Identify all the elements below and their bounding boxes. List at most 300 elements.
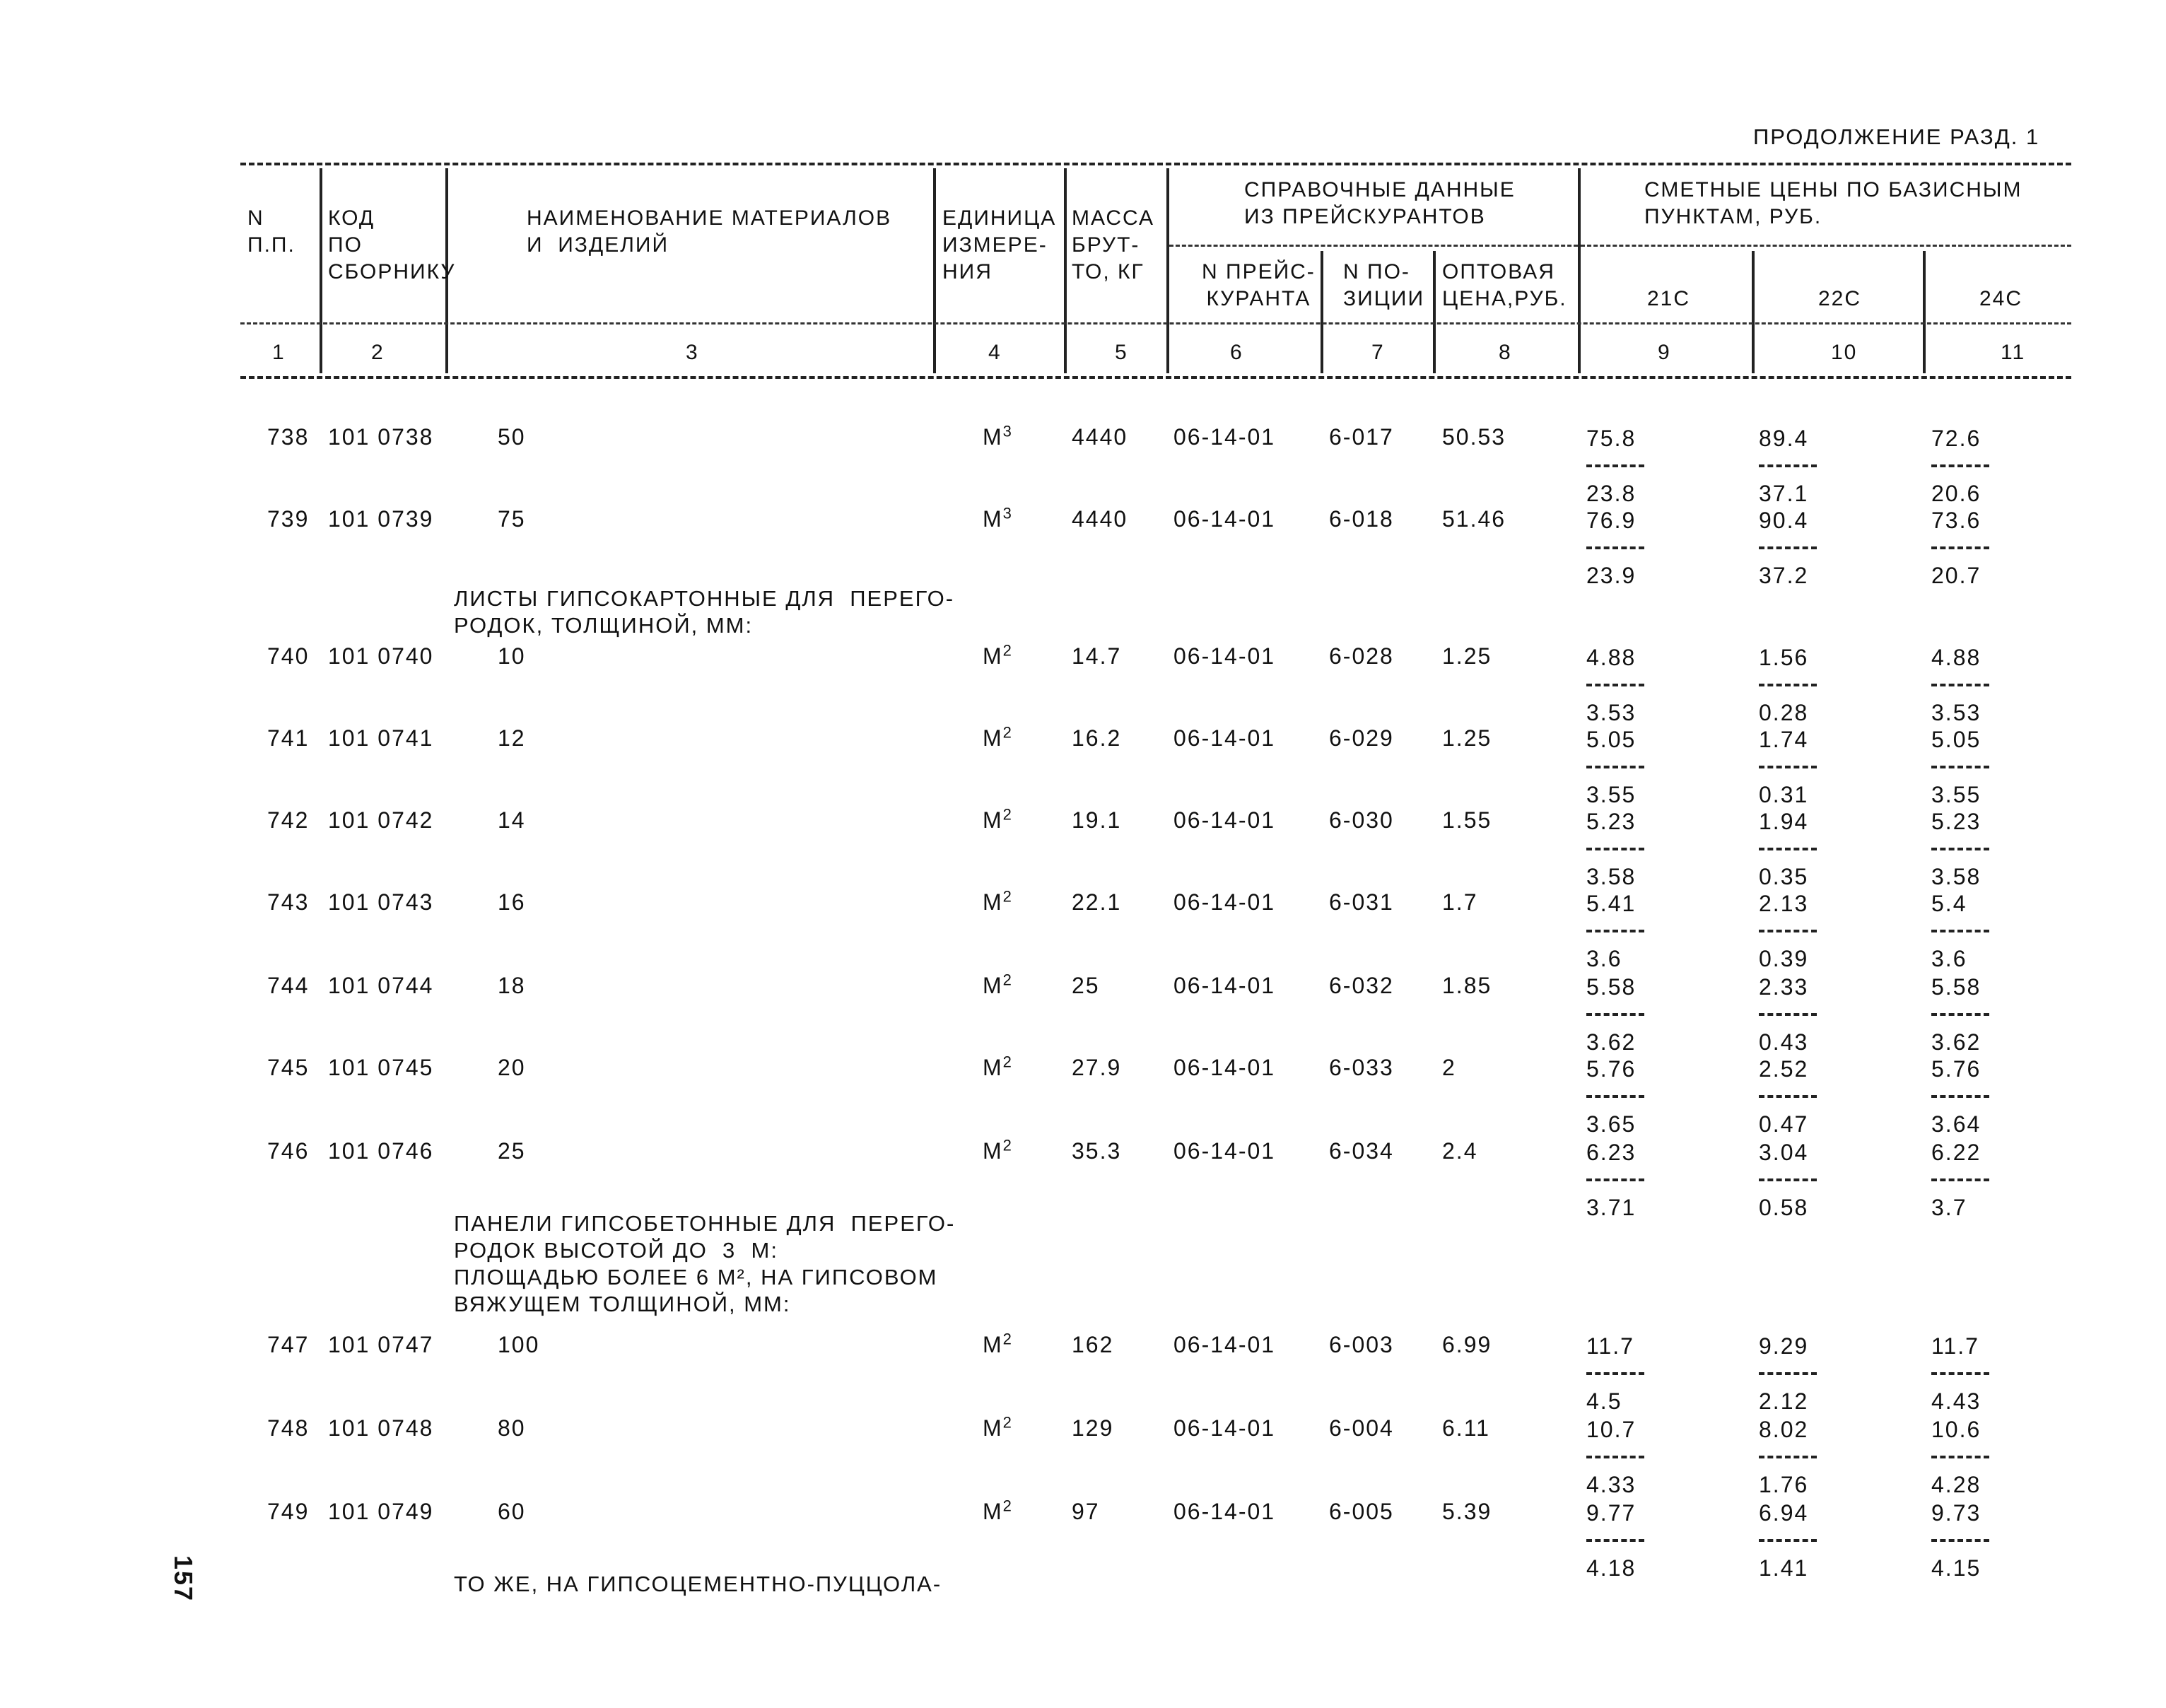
row-price-24c	[1931, 1055, 1995, 1138]
row-mass: 162	[1072, 1332, 1114, 1357]
table-row	[0, 805, 2166, 889]
row-wholesale-price: 5.39	[1442, 1499, 1492, 1524]
row-price-22c	[1759, 1055, 1822, 1138]
fraction-bar	[1586, 546, 1644, 549]
row-number: 744	[267, 973, 310, 998]
row-price-24c	[1931, 424, 1995, 508]
row-mass: 4440	[1072, 506, 1128, 532]
fraction-bar	[1759, 1095, 1817, 1098]
row-mass: 16.2	[1072, 725, 1122, 751]
unit-base: М	[983, 506, 1003, 532]
row-mass: 97	[1072, 1499, 1100, 1524]
section-heading-same-pozzolan: ТО ЖЕ, НА ГИПСОЦЕМЕНТНО-ПУЦЦОЛА-	[454, 1572, 942, 1596]
row-pricelist: 06-14-01	[1173, 1138, 1276, 1164]
row-price-22c	[1759, 725, 1822, 809]
row-price-21c	[1586, 1415, 1650, 1499]
row-position: 6-028	[1329, 643, 1394, 669]
row-mass: 27.9	[1072, 1055, 1122, 1080]
row-pricelist: 06-14-01	[1173, 1055, 1276, 1080]
price-transport: 23.8	[1586, 481, 1637, 506]
fraction-bar	[1931, 1013, 1989, 1016]
price-total: 2.13	[1759, 891, 1809, 916]
fraction-bar	[1586, 766, 1644, 768]
col-number-4: 4	[988, 341, 1002, 364]
price-transport: 4.15	[1931, 1555, 1981, 1581]
unit-exponent: 2	[1002, 641, 1013, 660]
row-number: 743	[267, 889, 310, 915]
price-total: 89.4	[1759, 426, 1809, 451]
row-unit	[983, 1332, 1013, 1358]
price-transport: 20.7	[1931, 563, 1981, 588]
price-total: 5.58	[1586, 974, 1637, 1000]
price-total: 5.76	[1931, 1056, 1981, 1082]
row-position: 6-005	[1329, 1499, 1394, 1524]
price-transport: 23.9	[1586, 563, 1637, 588]
col-number-3: 3	[686, 341, 699, 364]
row-price-21c	[1586, 1332, 1650, 1415]
price-total: 8.02	[1759, 1417, 1809, 1442]
unit-exponent: 3	[1002, 422, 1013, 440]
row-name: 16	[498, 889, 526, 915]
unit-exponent: 3	[1002, 504, 1013, 522]
row-price-21c	[1586, 506, 1650, 590]
row-wholesale-price: 6.11	[1442, 1415, 1490, 1441]
row-name: 14	[498, 807, 526, 833]
price-transport: 37.2	[1759, 563, 1809, 588]
row-position: 6-018	[1329, 506, 1394, 532]
row-price-24c	[1931, 1415, 1995, 1499]
row-pricelist: 06-14-01	[1173, 1332, 1276, 1357]
fraction-bar	[1931, 1372, 1989, 1375]
price-transport: 3.62	[1931, 1029, 1981, 1055]
fraction-bar	[1759, 766, 1817, 768]
row-price-21c	[1586, 807, 1650, 891]
fraction-bar	[1931, 766, 1989, 768]
price-total: 11.7	[1586, 1333, 1634, 1359]
row-position: 6-017	[1329, 424, 1394, 450]
header-group-estimate: СМЕТНЫЕ ЦЕНЫ ПО БАЗИСНЫМ ПУНКТАМ, РУБ.	[1644, 178, 2022, 228]
col-number-11: 11	[2001, 341, 2026, 364]
table-row	[0, 422, 2166, 506]
fraction-bar	[1759, 684, 1817, 686]
fraction-bar	[1931, 848, 1989, 850]
price-total: 1.56	[1759, 645, 1809, 670]
section-heading-gypsum-panels: ПАНЕЛИ ГИПСОБЕТОННЫЕ ДЛЯ ПЕРЕГО- РОДОК ВЫСОТОЙ ДО 3 М: ПЛОЩАДЬЮ БОЛЕЕ 6 М², НА ГИПСОВОМ ВЯЖУЩЕМ ТОЛЩИНОЙ, ММ:	[454, 1211, 956, 1316]
row-number: 749	[267, 1499, 310, 1524]
header-col-wholesale: ОПТОВАЯ ЦЕНА,РУБ.	[1442, 260, 1567, 310]
row-price-24c	[1931, 1138, 1995, 1222]
row-price-22c	[1759, 1332, 1822, 1415]
price-total: 2.52	[1759, 1056, 1809, 1082]
price-total: 4.88	[1586, 645, 1637, 670]
price-transport: 0.47	[1759, 1111, 1809, 1137]
price-total: 5.05	[1931, 727, 1981, 752]
price-transport: 3.6	[1586, 946, 1622, 971]
row-number: 745	[267, 1055, 310, 1080]
header-col-21c: 21С	[1647, 287, 1691, 310]
unit-exponent: 2	[1002, 1497, 1013, 1515]
price-total: 10.6	[1931, 1417, 1981, 1442]
unit-exponent: 2	[1002, 1413, 1013, 1432]
row-pricelist: 06-14-01	[1173, 1415, 1276, 1441]
row-name: 75	[498, 506, 526, 532]
row-price-21c	[1586, 725, 1650, 809]
price-transport: 3.53	[1931, 700, 1981, 725]
price-total: 10.7	[1586, 1417, 1637, 1442]
price-transport: 4.43	[1931, 1388, 1981, 1414]
row-position: 6-034	[1329, 1138, 1394, 1164]
row-position: 6-032	[1329, 973, 1394, 998]
table-row	[0, 641, 2166, 725]
fraction-bar	[1759, 1178, 1817, 1181]
price-total: 72.6	[1931, 426, 1981, 451]
price-total: 5.41	[1586, 891, 1637, 916]
price-transport: 0.39	[1759, 946, 1809, 971]
unit-base: М	[983, 725, 1003, 751]
col-number-9: 9	[1658, 341, 1671, 364]
fraction-bar	[1759, 1372, 1817, 1375]
row-price-21c	[1586, 973, 1650, 1056]
row-unit	[983, 1138, 1013, 1164]
row-name: 20	[498, 1055, 526, 1080]
unit-exponent: 2	[1002, 723, 1013, 742]
price-total: 9.77	[1586, 1500, 1637, 1526]
row-wholesale-price: 1.25	[1442, 725, 1492, 751]
row-position: 6-030	[1329, 807, 1394, 833]
table-row	[0, 1136, 2166, 1220]
row-name: 100	[498, 1332, 540, 1357]
header-col-number: N П.П.	[247, 206, 295, 257]
fraction-bar	[1931, 1178, 1989, 1181]
row-pricelist: 06-14-01	[1173, 889, 1276, 915]
row-unit	[983, 807, 1013, 833]
price-total: 4.88	[1931, 645, 1981, 670]
row-code: 101 0743	[328, 889, 434, 915]
row-number: 748	[267, 1415, 310, 1441]
unit-base: М	[983, 1499, 1003, 1524]
price-total: 11.7	[1931, 1333, 1979, 1359]
row-number: 740	[267, 643, 310, 669]
fraction-bar	[1931, 684, 1989, 686]
fraction-bar	[1586, 684, 1644, 686]
row-name: 60	[498, 1499, 526, 1524]
price-transport: 3.58	[1931, 864, 1981, 889]
row-unit	[983, 1499, 1013, 1525]
price-total: 9.29	[1759, 1333, 1809, 1359]
price-total: 5.23	[1931, 809, 1981, 834]
unit-exponent: 2	[1002, 1053, 1013, 1071]
row-code: 101 0739	[328, 506, 434, 532]
col-number-2: 2	[371, 341, 385, 364]
row-number: 741	[267, 725, 310, 751]
price-transport: 37.1	[1759, 481, 1809, 506]
price-transport: 4.5	[1586, 1388, 1622, 1414]
fraction-bar	[1586, 1456, 1644, 1458]
row-unit	[983, 643, 1013, 669]
fraction-bar	[1586, 930, 1644, 932]
row-price-21c	[1586, 1138, 1650, 1222]
fraction-bar	[1586, 1539, 1644, 1542]
row-price-21c	[1586, 1055, 1650, 1138]
col-number-10: 10	[1831, 341, 1858, 364]
row-code: 101 0740	[328, 643, 434, 669]
row-position: 6-031	[1329, 889, 1394, 915]
row-number: 746	[267, 1138, 310, 1164]
row-number: 742	[267, 807, 310, 833]
row-mass: 129	[1072, 1415, 1114, 1441]
price-total: 5.58	[1931, 974, 1981, 1000]
row-wholesale-price: 51.46	[1442, 506, 1506, 532]
fraction-bar	[1931, 546, 1989, 549]
row-code: 101 0749	[328, 1499, 434, 1524]
row-name: 18	[498, 973, 526, 998]
header-top-rule	[240, 163, 2071, 165]
row-code: 101 0747	[328, 1332, 434, 1357]
row-price-22c	[1759, 643, 1822, 727]
price-transport: 3.55	[1931, 782, 1981, 807]
row-code: 101 0741	[328, 725, 434, 751]
row-wholesale-price: 6.99	[1442, 1332, 1492, 1357]
row-code: 101 0742	[328, 807, 434, 833]
table-row	[0, 723, 2166, 807]
fraction-bar	[1586, 464, 1644, 467]
col-number-5: 5	[1115, 341, 1128, 364]
price-transport: 0.35	[1759, 864, 1809, 889]
price-transport: 3.62	[1586, 1029, 1637, 1055]
row-price-21c	[1586, 889, 1650, 973]
table-row	[0, 1053, 2166, 1137]
unit-base: М	[983, 1138, 1003, 1164]
fraction-bar	[1931, 930, 1989, 932]
row-unit	[983, 1055, 1013, 1081]
price-transport: 20.6	[1931, 481, 1981, 506]
page-number: 157	[169, 1555, 198, 1603]
row-pricelist: 06-14-01	[1173, 1499, 1276, 1524]
row-unit	[983, 424, 1013, 450]
row-pricelist: 06-14-01	[1173, 424, 1276, 450]
table-row	[0, 504, 2166, 588]
price-total: 75.8	[1586, 426, 1637, 451]
row-name: 10	[498, 643, 526, 669]
fraction-bar	[1759, 464, 1817, 467]
row-unit	[983, 725, 1013, 751]
price-transport: 0.31	[1759, 782, 1809, 807]
row-pricelist: 06-14-01	[1173, 643, 1276, 669]
header-col-22c: 22С	[1818, 287, 1862, 310]
price-transport: 3.6	[1931, 946, 1967, 971]
price-transport: 4.33	[1586, 1472, 1637, 1497]
price-transport: 3.7	[1931, 1195, 1967, 1220]
col-number-1: 1	[272, 341, 286, 364]
price-total: 5.05	[1586, 727, 1637, 752]
price-total: 76.9	[1586, 508, 1637, 533]
row-wholesale-price: 1.25	[1442, 643, 1492, 669]
table-row	[0, 1413, 2166, 1497]
unit-exponent: 2	[1002, 1136, 1013, 1154]
header-group-reference: СПРАВОЧНЫЕ ДАННЫЕ ИЗ ПРЕЙСКУРАНТОВ	[1244, 178, 1516, 228]
price-total: 5.4	[1931, 891, 1967, 916]
fraction-bar	[1759, 546, 1817, 549]
header-col-pricelist: N ПРЕЙС- КУРАНТА	[1202, 260, 1316, 310]
row-price-21c	[1586, 643, 1650, 727]
row-code: 101 0745	[328, 1055, 434, 1080]
fraction-bar	[1759, 1539, 1817, 1542]
row-number: 747	[267, 1332, 310, 1357]
price-total: 1.94	[1759, 809, 1809, 834]
row-mass: 35.3	[1072, 1138, 1122, 1164]
row-name: 50	[498, 424, 526, 450]
row-code: 101 0748	[328, 1415, 434, 1441]
price-total: 3.04	[1759, 1140, 1809, 1165]
row-pricelist: 06-14-01	[1173, 725, 1276, 751]
fraction-bar	[1931, 464, 1989, 467]
unit-exponent: 2	[1002, 805, 1013, 824]
row-code: 101 0738	[328, 424, 434, 450]
fraction-bar	[1586, 1372, 1644, 1375]
header-col-code: КОД ПО СБОРНИКУ	[328, 206, 456, 283]
unit-exponent: 2	[1002, 971, 1013, 989]
fraction-bar	[1586, 848, 1644, 850]
row-position: 6-029	[1329, 725, 1394, 751]
row-code: 101 0746	[328, 1138, 434, 1164]
table-row	[0, 971, 2166, 1055]
price-transport: 0.43	[1759, 1029, 1809, 1055]
row-unit	[983, 1415, 1013, 1441]
price-total: 73.6	[1931, 508, 1981, 533]
price-transport: 1.76	[1759, 1472, 1809, 1497]
col-number-7: 7	[1371, 341, 1385, 364]
row-wholesale-price: 2	[1442, 1055, 1456, 1080]
row-wholesale-price: 2.4	[1442, 1138, 1478, 1164]
price-transport: 3.71	[1586, 1195, 1637, 1220]
row-pricelist: 06-14-01	[1173, 506, 1276, 532]
header-col-name: НАИМЕНОВАНИЕ МАТЕРИАЛОВ И ИЗДЕЛИЙ	[527, 206, 892, 257]
price-total: 6.22	[1931, 1140, 1981, 1165]
row-position: 6-033	[1329, 1055, 1394, 1080]
row-price-22c	[1759, 1138, 1822, 1222]
price-transport: 2.12	[1759, 1388, 1809, 1414]
col-number-8: 8	[1499, 341, 1512, 364]
row-price-24c	[1931, 1499, 1995, 1582]
row-name: 25	[498, 1138, 526, 1164]
price-total: 6.23	[1586, 1140, 1637, 1165]
unit-base: М	[983, 1055, 1003, 1080]
header-bottom-rule	[240, 376, 2071, 379]
price-total: 2.33	[1759, 974, 1809, 1000]
row-unit	[983, 889, 1013, 916]
price-transport: 3.58	[1586, 864, 1637, 889]
price-total: 90.4	[1759, 508, 1809, 533]
fraction-bar	[1759, 848, 1817, 850]
table-row	[0, 887, 2166, 971]
row-price-24c	[1931, 807, 1995, 891]
fraction-bar	[1586, 1178, 1644, 1181]
row-price-24c	[1931, 973, 1995, 1056]
price-total: 6.94	[1759, 1500, 1809, 1526]
unit-base: М	[983, 807, 1003, 833]
row-mass: 19.1	[1072, 807, 1122, 833]
price-total: 5.76	[1586, 1056, 1637, 1082]
row-price-24c	[1931, 889, 1995, 973]
row-price-24c	[1931, 506, 1995, 590]
row-price-22c	[1759, 973, 1822, 1056]
fraction-bar	[1759, 930, 1817, 932]
price-transport: 0.28	[1759, 700, 1809, 725]
unit-base: М	[983, 889, 1003, 915]
price-transport: 3.64	[1931, 1111, 1981, 1137]
unit-exponent: 2	[1002, 887, 1013, 906]
unit-exponent: 2	[1002, 1330, 1013, 1348]
unit-base: М	[983, 643, 1003, 669]
row-price-22c	[1759, 1415, 1822, 1499]
row-price-22c	[1759, 1499, 1822, 1582]
row-price-21c	[1586, 424, 1650, 508]
row-code: 101 0744	[328, 973, 434, 998]
fraction-bar	[1759, 1013, 1817, 1016]
row-wholesale-price: 1.55	[1442, 807, 1492, 833]
price-transport: 4.28	[1931, 1472, 1981, 1497]
row-price-22c	[1759, 807, 1822, 891]
unit-base: М	[983, 973, 1003, 998]
row-price-24c	[1931, 1332, 1995, 1415]
row-price-24c	[1931, 725, 1995, 809]
row-price-21c	[1586, 1499, 1650, 1582]
row-position: 6-003	[1329, 1332, 1394, 1357]
header-col-position: N ПО- ЗИЦИИ	[1343, 260, 1424, 310]
fraction-bar	[1586, 1013, 1644, 1016]
unit-base: М	[983, 1415, 1003, 1441]
header-col-unit: ЕДИНИЦА ИЗМЕРЕ- НИЯ	[942, 206, 1057, 283]
row-name: 80	[498, 1415, 526, 1441]
fraction-bar	[1931, 1456, 1989, 1458]
row-price-22c	[1759, 424, 1822, 508]
row-pricelist: 06-14-01	[1173, 973, 1276, 998]
row-unit	[983, 973, 1013, 999]
price-total: 9.73	[1931, 1500, 1981, 1526]
fraction-bar	[1586, 1095, 1644, 1098]
row-mass: 25	[1072, 973, 1100, 998]
continuation-label: ПРОДОЛЖЕНИЕ РАЗД. 1	[1753, 124, 2040, 149]
row-number: 739	[267, 506, 310, 532]
price-total: 1.74	[1759, 727, 1809, 752]
row-unit	[983, 506, 1013, 532]
row-wholesale-price: 1.7	[1442, 889, 1478, 915]
row-price-22c	[1759, 889, 1822, 973]
fraction-bar	[1931, 1095, 1989, 1098]
section-heading-gypsum-sheets: ЛИСТЫ ГИПСОКАРТОННЫЕ ДЛЯ ПЕРЕГО- РОДОК, ТОЛЩИНОЙ, ММ:	[454, 586, 955, 638]
row-mass: 22.1	[1072, 889, 1122, 915]
row-name: 12	[498, 725, 526, 751]
row-mass: 4440	[1072, 424, 1128, 450]
row-mass: 14.7	[1072, 643, 1122, 669]
unit-base: М	[983, 424, 1003, 450]
price-transport: 0.58	[1759, 1195, 1809, 1220]
price-transport: 3.65	[1586, 1111, 1637, 1137]
row-price-22c	[1759, 506, 1822, 590]
price-transport: 4.18	[1586, 1555, 1637, 1581]
row-number: 738	[267, 424, 310, 450]
header-col-24c: 24С	[1979, 287, 2023, 310]
row-wholesale-price: 1.85	[1442, 973, 1492, 998]
unit-base: М	[983, 1332, 1003, 1357]
price-transport: 3.53	[1586, 700, 1637, 725]
col-number-6: 6	[1230, 341, 1243, 364]
row-pricelist: 06-14-01	[1173, 807, 1276, 833]
header-col-mass: МАССА БРУТ- ТО, КГ	[1072, 206, 1155, 283]
fraction-bar	[1931, 1539, 1989, 1542]
row-wholesale-price: 50.53	[1442, 424, 1506, 450]
row-price-24c	[1931, 643, 1995, 727]
